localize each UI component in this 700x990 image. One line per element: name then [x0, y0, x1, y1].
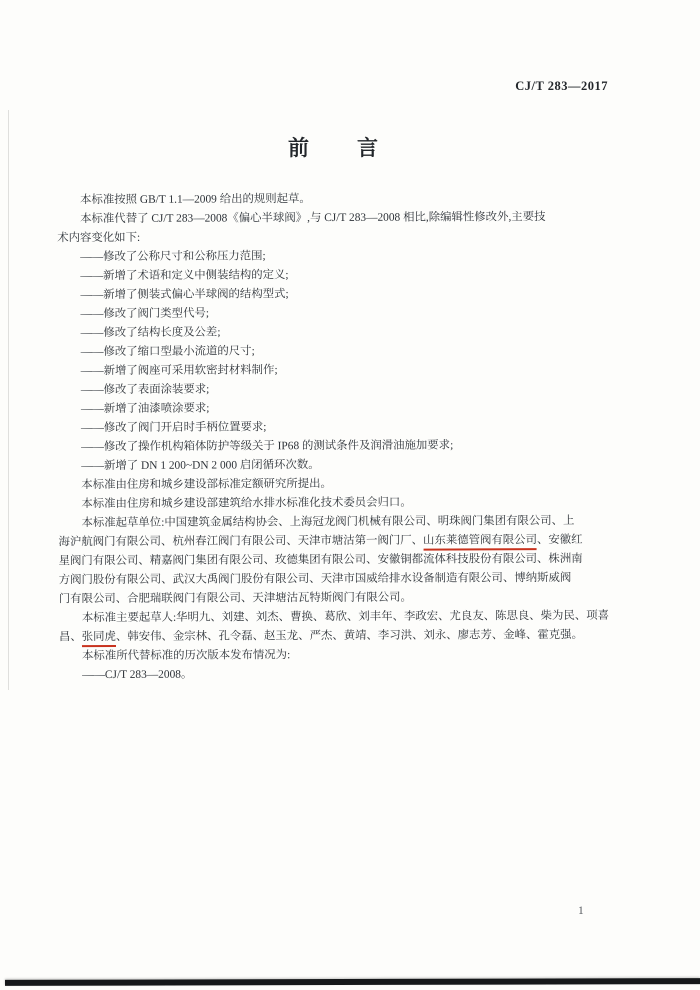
foreword-text: ——修改了阀门类型代号; — [80, 307, 210, 321]
foreword-text: ——新增了侧装式偏心半球阀的结构型式; — [80, 288, 289, 302]
foreword-text: 本标准由住房和城乡建设部标准定额研究所提出。 — [81, 478, 332, 492]
foreword-line — [59, 645, 612, 666]
foreword-text: 本标准起草单位:中国建筑金属结构协会、上海冠龙阀门机械有限公司、明珠阀门集团有限公司、上 — [81, 514, 575, 530]
foreword-text: ——新增了阀座可采用软密封材料制作; — [80, 364, 278, 378]
foreword-text: ——修改了结构长度及公差; — [80, 326, 221, 340]
foreword-line — [57, 246, 610, 267]
foreword-line — [57, 284, 610, 305]
foreword-line — [58, 379, 611, 400]
foreword-line — [59, 569, 612, 590]
foreword-text: 本标准主要起草人:华明九、刘建、刘杰、曹换、葛欣、刘丰年、李政宏、尤良友、陈思良、柴为民、项喜 — [81, 609, 610, 625]
foreword-line — [58, 531, 611, 552]
foreword-text: ——修改了阀门开启时手柄位置要求; — [81, 421, 267, 435]
foreword-text: ——新增了 DN 1 200~DN 2 000 启闭循环次数。 — [81, 459, 320, 473]
red-underline-annotation: 山东莱德管阀有限公司 — [423, 534, 537, 550]
foreword-text: ——修改了表面涂装要求; — [80, 383, 210, 397]
foreword-text: ——新增了术语和定义中侧装结构的定义; — [80, 269, 289, 283]
foreword-text: 方阀门股份有限公司、武汉大禹阀门股份有限公司、天津市国威给排水设备制造有限公司、博纳斯威阀 — [58, 571, 572, 587]
foreword-body — [57, 189, 612, 685]
page-title: 前 言 — [288, 136, 380, 160]
foreword-line — [59, 550, 612, 571]
scan-edge-bottom — [5, 978, 700, 986]
scan-edge-left — [8, 110, 9, 690]
foreword-text: 门有限公司、合肥瑞联阀门有限公司、天津塘沽瓦特斯阀门有限公司。 — [58, 591, 412, 606]
foreword-text: 昌、 — [58, 631, 82, 644]
foreword-line — [59, 588, 612, 609]
foreword-text: ——修改了公称尺寸和公称压力范围; — [80, 250, 266, 264]
foreword-line — [58, 341, 611, 362]
foreword-line — [58, 398, 611, 419]
foreword-text: ——修改了操作机构箱体防护等级关于 IP68 的测试条件及润滑油施加要求; — [81, 439, 454, 454]
foreword-text: 本标准由住房和城乡建设部建筑给水排水标准化技术委员会归口。 — [81, 496, 412, 511]
foreword-line — [58, 417, 611, 438]
foreword-line — [58, 322, 611, 343]
foreword-text: 本标准按照 GB/T 1.1—2009 给出的规则起草。 — [80, 193, 311, 207]
foreword-text: 、韩安伟、金宗林、孔令磊、赵玉龙、严杰、黄靖、李习洪、刘永、廖志芳、金峰、霍克强。 — [115, 628, 583, 643]
foreword-line — [57, 189, 610, 210]
foreword-line — [59, 664, 612, 685]
foreword-line — [57, 265, 610, 286]
foreword-line — [59, 626, 612, 647]
foreword-text: 本标准所代替标准的历次版本发布情况为: — [82, 649, 291, 663]
foreword-line — [58, 436, 611, 457]
foreword-line — [58, 493, 611, 514]
foreword-line — [59, 607, 612, 628]
foreword-line — [58, 512, 611, 533]
foreword-text: ——CJ/T 283—2008。 — [82, 668, 193, 682]
page-number: 1 — [578, 905, 584, 917]
foreword-text: ——修改了缩口型最小流道的尺寸; — [80, 345, 255, 359]
red-underline-annotation: 张同虎 — [82, 631, 116, 647]
foreword-text: 本标准代替了 CJ/T 283—2008《偏心半球阀》,与 CJ/T 283—2008 相比,除编辑性修改外,主要技 — [80, 211, 546, 226]
foreword-line — [57, 227, 610, 248]
foreword-text: 、安徽红 — [536, 533, 583, 547]
foreword-text: 术内容变化如下: — [57, 231, 141, 245]
foreword-text: 星阀门有限公司、精嘉阀门集团有限公司、玫德集团有限公司、安徽铜都流体科技股份有限公司、株洲南 — [58, 552, 583, 568]
foreword-line — [57, 208, 610, 229]
foreword-line — [58, 474, 611, 495]
foreword-text: 海沪航阀门有限公司、杭州春江阀门有限公司、天津市塘沽第一阀门厂、 — [58, 534, 424, 549]
foreword-line — [58, 303, 611, 324]
foreword-line — [58, 360, 611, 381]
foreword-line — [58, 455, 611, 476]
foreword-text: ——新增了油漆喷涂要求; — [80, 402, 210, 416]
doc-number: CJ/T 283—2017 — [515, 79, 608, 93]
